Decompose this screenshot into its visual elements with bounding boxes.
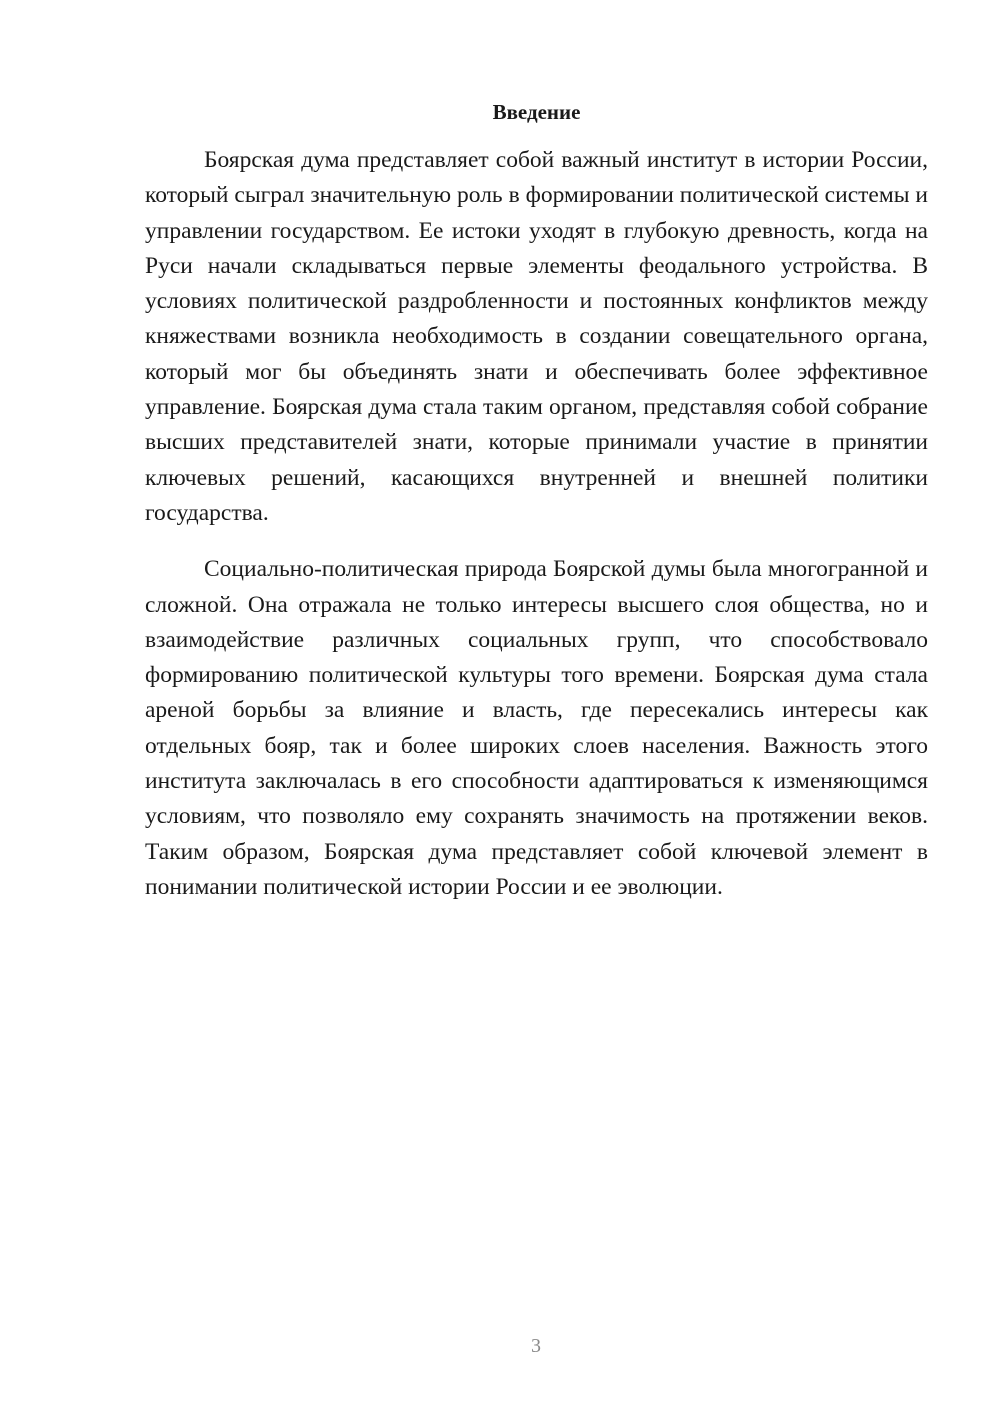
- paragraph-2: Социально-политическая природа Боярской думы была многогранной и сложной. Она отражала не только интересы высшего слоя общества, но и взаимодействие различных социальных групп, что способствовало формированию политической культуры того времени. Боярская дума стала ареной борьбы за влияние и власть, где пересекались интересы как отдельных бояр, так и более широких слоев населения. Важность этого института заключалась в его способности адаптироваться к изменяющимся условиям, что позволяло ему сохранять значимость на протяжении веков. Таким образом, Боярская дума представляет собой ключевой элемент в понимании политической истории России и ее эволюции.: [145, 556, 928, 900]
- body-text: [145, 143, 928, 905]
- page-number: 3: [531, 1335, 541, 1357]
- paragraph-1: Боярская дума представляет собой важный институт в истории России, который сыграл значительную роль в формировании политической системы и управлении государством. Ее истоки уходят в глубокую древность, когда на Руси начали складываться первые элементы феодального устройства. В условиях политической раздробленности и постоянных конфликтов между княжествами возникла необходимость в создании совещательного органа, который мог бы объединять знати и обеспечивать более эффективное управление. Боярская дума стала таким органом, представляя собой собрание высших представителей знати, которые принимали участие в принятии ключевых решений, касающихся внутренней и внешней политики государства.: [145, 147, 928, 526]
- page-title: Введение: [492, 100, 581, 124]
